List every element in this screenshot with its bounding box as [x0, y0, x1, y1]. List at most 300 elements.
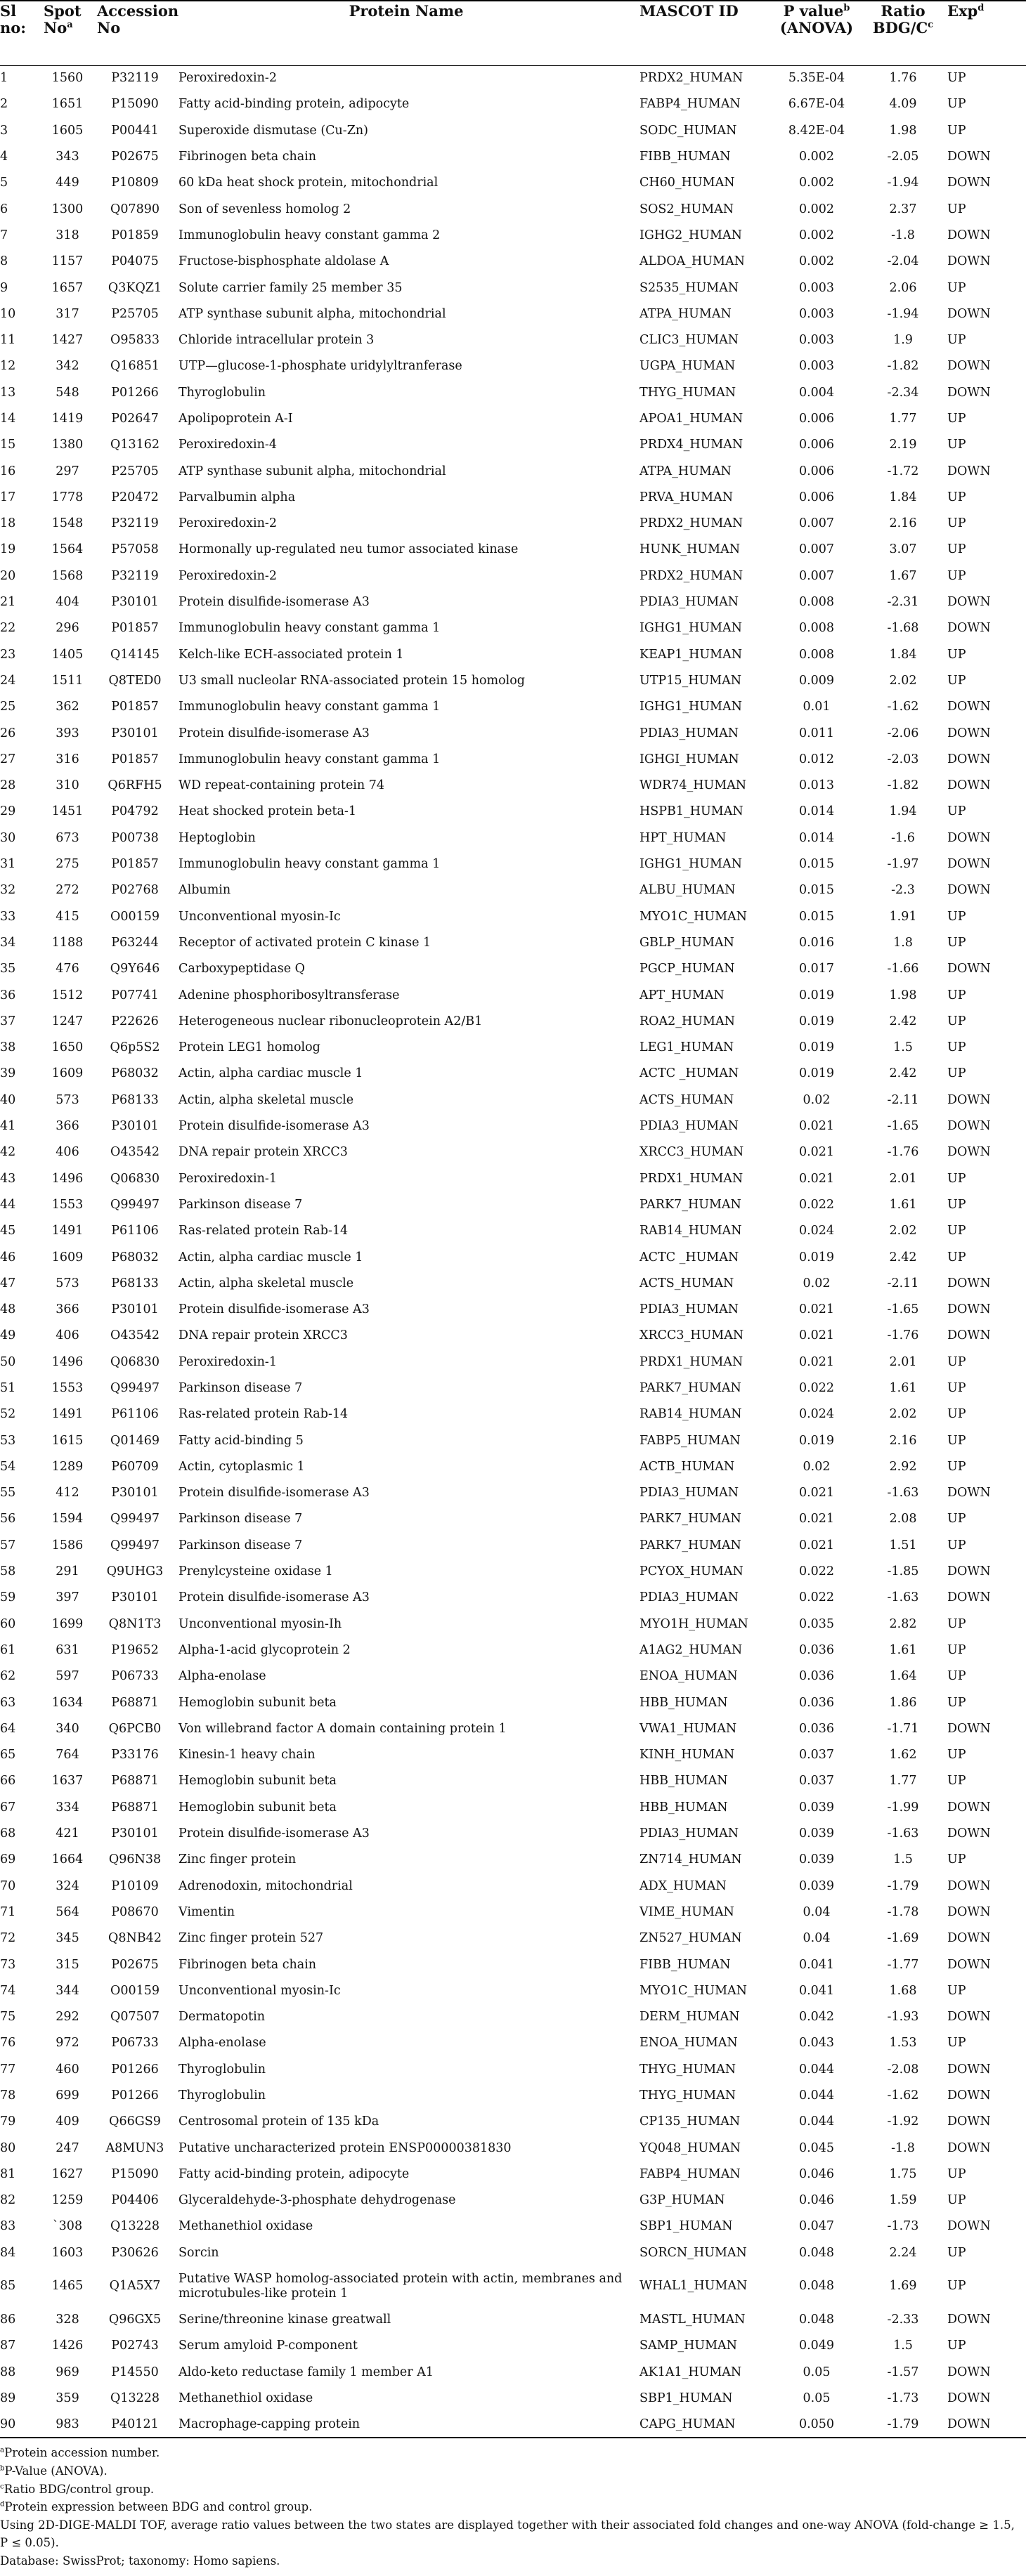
cell-ratio: 2.42 — [889, 1066, 917, 1081]
cell-spot-no: 1451 — [51, 804, 84, 819]
cell-p-value: 0.036 — [798, 1669, 835, 1684]
header-mascot-id: MASCOT ID — [639, 2, 739, 20]
cell-p-value: 0.017 — [798, 962, 835, 976]
cell-protein-name: Receptor of activated protein C kinase 1 — [178, 935, 431, 950]
cell-mascot-id: FIBB_HUMAN — [639, 1957, 731, 1972]
cell-sl-no: 86 — [0, 2313, 16, 2327]
cell-mascot-id: VWA1_HUMAN — [639, 1721, 737, 1736]
cell-p-value: 0.021 — [798, 1538, 835, 1552]
cell-p-value: 0.007 — [798, 568, 835, 583]
cell-p-value: 0.002 — [798, 228, 835, 242]
cell-spot-no: 1496 — [51, 1354, 84, 1369]
cell-protein-name: Kelch-like ECH-associated protein 1 — [178, 647, 404, 662]
cell-spot-no: 345 — [56, 1931, 79, 1946]
cell-ratio: -2.31 — [887, 595, 919, 610]
cell-spot-no: 247 — [56, 2140, 79, 2155]
cell-p-value: 0.012 — [798, 752, 835, 766]
cell-mascot-id: WDR74_HUMAN — [639, 778, 747, 793]
cell-mascot-id: PRDX4_HUMAN — [639, 438, 743, 452]
cell-expression: UP — [947, 1171, 966, 1186]
cell-sl-no: 11 — [0, 333, 16, 348]
table-row — [0, 1375, 1026, 1401]
cell-p-value: 0.019 — [798, 1066, 835, 1081]
cell-mascot-id: PRDX2_HUMAN — [639, 71, 743, 86]
cell-mascot-id: IGHGI_HUMAN — [639, 752, 739, 766]
cell-spot-no: 1664 — [51, 1852, 84, 1867]
cell-protein-name: Immunoglobulin heavy constant gamma 1 — [178, 621, 441, 636]
cell-mascot-id: XRCC3_HUMAN — [639, 1328, 744, 1343]
cell-protein-name: Peroxiredoxin-2 — [178, 516, 277, 531]
cell-mascot-id: DERM_HUMAN — [639, 2010, 740, 2025]
cell-sl-no: 46 — [0, 1250, 16, 1264]
cell-p-value: 0.048 — [798, 2245, 835, 2260]
cell-sl-no: 2 — [0, 97, 8, 112]
cell-p-value: 0.04 — [803, 1904, 831, 1919]
cell-sl-no: 88 — [0, 2365, 16, 2379]
cell-spot-no: 317 — [56, 306, 79, 321]
cell-spot-no: 359 — [56, 2391, 79, 2405]
cell-ratio: 2.02 — [889, 673, 917, 688]
cell-accession: Q07890 — [110, 202, 160, 216]
cell-sl-no: 35 — [0, 962, 16, 976]
table-row — [0, 1192, 1026, 1218]
cell-spot-no: 1247 — [51, 1014, 84, 1028]
footnote — [0, 2498, 1026, 2516]
cell-expression: UP — [947, 1380, 966, 1395]
cell-sl-no: 45 — [0, 1224, 16, 1238]
cell-accession: Q6RFH5 — [108, 778, 162, 793]
cell-mascot-id: PDIA3_HUMAN — [639, 1590, 739, 1605]
cell-spot-no: 1405 — [51, 647, 84, 662]
cell-accession: P63244 — [111, 935, 159, 950]
cell-sl-no: 71 — [0, 1904, 16, 1919]
table-row — [0, 144, 1026, 170]
table-row — [0, 1035, 1026, 1061]
cell-mascot-id: CP135_HUMAN — [639, 2114, 741, 2129]
cell-ratio: 1.61 — [889, 1197, 917, 1212]
table-row — [0, 1349, 1026, 1375]
cell-ratio: 1.53 — [889, 2036, 917, 2051]
table-row — [0, 118, 1026, 144]
cell-expression: UP — [947, 1224, 966, 1238]
cell-mascot-id: PDIA3_HUMAN — [639, 1302, 739, 1317]
cell-protein-name: Serum amyloid P-component — [178, 2339, 358, 2353]
cell-expression: UP — [947, 490, 966, 504]
cell-ratio: 1.62 — [889, 1748, 917, 1763]
table-row — [0, 1847, 1026, 1873]
table-row — [0, 1585, 1026, 1611]
cell-p-value: 0.041 — [798, 1957, 835, 1972]
table-row — [0, 1401, 1026, 1427]
cell-protein-name: Aldo-keto reductase family 1 member A1 — [178, 2365, 434, 2379]
cell-protein-name: Macrophage-capping protein — [178, 2417, 361, 2431]
cell-sl-no: 6 — [0, 202, 8, 216]
cell-ratio: -1.69 — [887, 1931, 919, 1946]
cell-sl-no: 7 — [0, 228, 8, 242]
cell-expression: UP — [947, 1512, 966, 1526]
cell-sl-no: 85 — [0, 2279, 16, 2294]
cell-ratio: -1.71 — [887, 1721, 919, 1736]
cell-expression: DOWN — [947, 1904, 991, 1919]
cell-p-value: 0.016 — [798, 935, 835, 950]
cell-accession: P14550 — [111, 2365, 159, 2379]
table-row — [0, 589, 1026, 615]
table-row — [0, 2162, 1026, 2188]
header-expression: Exp$^d$ — [947, 2, 985, 20]
cell-mascot-id: FIBB_HUMAN — [639, 150, 731, 164]
table-row — [0, 1139, 1026, 1165]
cell-p-value: 0.037 — [798, 1748, 835, 1763]
cell-expression: DOWN — [947, 752, 991, 766]
cell-expression: UP — [947, 935, 966, 950]
cell-expression: DOWN — [947, 176, 991, 190]
cell-spot-no: 1427 — [51, 333, 84, 348]
cell-expression: DOWN — [947, 2365, 991, 2379]
cell-expression: UP — [947, 2166, 966, 2181]
cell-sl-no: 47 — [0, 1276, 16, 1290]
cell-accession: O43542 — [110, 1328, 160, 1343]
table-row — [0, 1768, 1026, 1794]
cell-accession: P68871 — [111, 1695, 159, 1710]
cell-mascot-id: PGCP_HUMAN — [639, 962, 735, 976]
cell-mascot-id: FABP5_HUMAN — [639, 1433, 741, 1448]
cell-sl-no: 53 — [0, 1433, 16, 1448]
cell-sl-no: 19 — [0, 542, 16, 557]
cell-accession: Q14145 — [110, 647, 160, 662]
cell-spot-no: 1419 — [51, 412, 84, 426]
cell-mascot-id: ENOA_HUMAN — [639, 2036, 738, 2051]
table-row — [0, 65, 1026, 91]
cell-spot-no: 296 — [56, 621, 79, 636]
cell-accession: P30101 — [111, 726, 159, 740]
cell-ratio: 2.01 — [889, 1171, 917, 1186]
cell-sl-no: 74 — [0, 1983, 16, 1998]
cell-accession: P01266 — [111, 385, 159, 400]
cell-ratio: 2.06 — [889, 280, 917, 295]
cell-expression: UP — [947, 1669, 966, 1684]
cell-spot-no: 1300 — [51, 202, 84, 216]
cell-accession: P30101 — [111, 595, 159, 610]
cell-p-value: 0.008 — [798, 595, 835, 610]
cell-sl-no: 87 — [0, 2339, 16, 2353]
cell-ratio: 1.5 — [893, 1852, 913, 1867]
cell-p-value: 0.044 — [798, 2062, 835, 2077]
cell-accession: P30101 — [111, 1119, 159, 1134]
cell-expression: UP — [947, 2339, 966, 2353]
cell-sl-no: 76 — [0, 2036, 16, 2051]
cell-protein-name: Hemoglobin subunit beta — [178, 1800, 337, 1815]
table-row — [0, 1427, 1026, 1453]
table-row — [0, 485, 1026, 511]
cell-ratio: 2.02 — [889, 1224, 917, 1238]
cell-accession: Q99497 — [110, 1512, 160, 1526]
cell-protein-name: Fatty acid-binding protein, adipocyte — [178, 2166, 410, 2181]
cell-mascot-id: GBLP_HUMAN — [639, 935, 734, 950]
cell-protein-name: ATP synthase subunit alpha, mitochondrial — [178, 306, 446, 321]
cell-ratio: 2.02 — [889, 1407, 917, 1422]
cell-spot-no: 291 — [56, 1564, 79, 1579]
cell-p-value: 0.044 — [798, 2114, 835, 2129]
cell-mascot-id: SODC_HUMAN — [639, 123, 737, 138]
cell-ratio: 2.92 — [889, 1459, 917, 1474]
table-row — [0, 2109, 1026, 2135]
cell-expression: DOWN — [947, 2219, 991, 2234]
cell-ratio: -1.65 — [887, 1302, 919, 1317]
cell-ratio: -1.63 — [887, 1486, 919, 1501]
cell-expression: UP — [947, 1407, 966, 1422]
cell-protein-name: Actin, alpha cardiac muscle 1 — [178, 1066, 363, 1081]
cell-expression: DOWN — [947, 2010, 991, 2025]
cell-p-value: 0.008 — [798, 647, 835, 662]
cell-spot-no: 343 — [56, 150, 79, 164]
cell-ratio: 2.82 — [889, 1616, 917, 1631]
header-spot-no: Spot No$^a$ — [44, 2, 82, 37]
cell-spot-no: 334 — [56, 1800, 79, 1815]
cell-p-value: 0.015 — [798, 857, 835, 872]
cell-mascot-id: ACTB_HUMAN — [639, 1459, 735, 1474]
cell-protein-name: Fructose-bisphosphate aldolase A — [178, 254, 389, 269]
cell-expression: DOWN — [947, 726, 991, 740]
cell-p-value: 0.022 — [798, 1590, 835, 1605]
cell-sl-no: 77 — [0, 2062, 16, 2077]
cell-ratio: -2.04 — [887, 254, 919, 269]
table-row — [0, 877, 1026, 903]
cell-mascot-id: THYG_HUMAN — [639, 2062, 736, 2077]
cell-protein-name: Fibrinogen beta chain — [178, 1957, 317, 1972]
cell-mascot-id: SBP1_HUMAN — [639, 2219, 733, 2234]
table-row — [0, 2214, 1026, 2240]
cell-sl-no: 56 — [0, 1512, 16, 1526]
cell-sl-no: 17 — [0, 490, 16, 504]
cell-sl-no: 32 — [0, 883, 16, 898]
cell-protein-name: Ras-related protein Rab-14 — [178, 1224, 349, 1238]
cell-p-value: 0.043 — [798, 2036, 835, 2051]
cell-spot-no: 564 — [56, 1904, 79, 1919]
cell-p-value: 0.021 — [798, 1486, 835, 1501]
table-row — [0, 91, 1026, 117]
cell-ratio: 2.19 — [889, 438, 917, 452]
header-ratio: Ratio BDG/$C^c$ — [872, 2, 934, 37]
cell-accession: P68871 — [111, 1800, 159, 1815]
cell-accession: Q07507 — [110, 2010, 160, 2025]
cell-protein-name: Parkinson disease 7 — [178, 1197, 303, 1212]
cell-p-value: 0.003 — [798, 280, 835, 295]
cell-accession: P32119 — [111, 71, 159, 86]
cell-sl-no: 68 — [0, 1826, 16, 1841]
cell-expression: DOWN — [947, 621, 991, 636]
cell-p-value: 0.019 — [798, 1433, 835, 1448]
cell-ratio: 1.9 — [893, 333, 913, 348]
cell-mascot-id: ZN527_HUMAN — [639, 1931, 742, 1946]
cell-expression: UP — [947, 1616, 966, 1631]
cell-mascot-id: PDIA3_HUMAN — [639, 1119, 739, 1134]
cell-ratio: -1.73 — [887, 2219, 919, 2234]
cell-spot-no: 415 — [56, 909, 79, 924]
table-row — [0, 1689, 1026, 1715]
cell-sl-no: 43 — [0, 1171, 16, 1186]
cell-protein-name: Prenylcysteine oxidase 1 — [178, 1564, 333, 1579]
cell-sl-no: 57 — [0, 1538, 16, 1552]
cell-expression: UP — [947, 202, 966, 216]
cell-p-value: 0.045 — [798, 2140, 835, 2155]
cell-p-value: 0.042 — [798, 2010, 835, 2025]
cell-protein-name: Immunoglobulin heavy constant gamma 2 — [178, 228, 441, 242]
cell-sl-no: 73 — [0, 1957, 16, 1972]
cell-accession: P61106 — [111, 1224, 159, 1238]
cell-ratio: -1.8 — [891, 228, 915, 242]
footnote — [0, 2462, 1026, 2480]
cell-ratio: 1.91 — [889, 909, 917, 924]
table-row — [0, 1663, 1026, 1689]
cell-spot-no: 362 — [56, 700, 79, 714]
table-row — [0, 170, 1026, 196]
cell-mascot-id: ENOA_HUMAN — [639, 1669, 738, 1684]
cell-accession: Q99497 — [110, 1380, 160, 1395]
cell-protein-name: Glyceraldehyde-3-phosphate dehydrogenase — [178, 2193, 456, 2208]
cell-p-value: 0.003 — [798, 359, 835, 374]
cell-p-value: 0.039 — [798, 1852, 835, 1867]
cell-protein-name: ATP synthase subunit alpha, mitochondrial — [178, 464, 446, 478]
cell-p-value: 0.022 — [798, 1564, 835, 1579]
cell-ratio: 1.51 — [889, 1538, 917, 1552]
cell-expression: DOWN — [947, 1800, 991, 1815]
table-row — [0, 799, 1026, 825]
cell-spot-no: 1627 — [51, 2166, 84, 2181]
cell-mascot-id: FABP4_HUMAN — [639, 97, 741, 112]
cell-protein-name: Hormonally up-regulated neu tumor associated kinase — [178, 542, 519, 557]
cell-spot-no: 1634 — [51, 1695, 84, 1710]
cell-sl-no: 55 — [0, 1486, 16, 1501]
cell-protein-name: Adenine phosphoribosyltransferase — [178, 988, 400, 1002]
table-row — [0, 327, 1026, 353]
cell-protein-name: Protein disulfide-isomerase A3 — [178, 1826, 370, 1841]
cell-p-value: 8.42E-04 — [788, 123, 845, 138]
table-row — [0, 249, 1026, 275]
cell-expression: DOWN — [947, 1590, 991, 1605]
cell-accession: O00159 — [110, 909, 160, 924]
cell-accession: P01857 — [111, 752, 159, 766]
cell-spot-no: 1259 — [51, 2193, 84, 2208]
cell-accession: P08670 — [111, 1904, 159, 1919]
cell-mascot-id: UTP15_HUMAN — [639, 673, 742, 688]
cell-ratio: 2.01 — [889, 1354, 917, 1369]
cell-mascot-id: SORCN_HUMAN — [639, 2245, 747, 2260]
cell-accession: P01859 — [111, 228, 159, 242]
cell-ratio: -2.34 — [887, 385, 919, 400]
table-row — [0, 1009, 1026, 1035]
cell-expression: DOWN — [947, 1957, 991, 1972]
cell-spot-no: 366 — [56, 1302, 79, 1317]
footnote-marker: b — [0, 2464, 5, 2473]
cell-mascot-id: PRDX1_HUMAN — [639, 1171, 743, 1186]
cell-spot-no: 1157 — [51, 254, 84, 269]
table-row — [0, 747, 1026, 773]
cell-expression: DOWN — [947, 595, 991, 610]
cell-expression: UP — [947, 673, 966, 688]
cell-spot-no: 1380 — [51, 438, 84, 452]
cell-expression: UP — [947, 804, 966, 819]
cell-spot-no: 1426 — [51, 2339, 84, 2353]
cell-sl-no: 78 — [0, 2088, 16, 2103]
cell-sl-no: 1 — [0, 71, 8, 86]
header-p-value: P value$^b$ (ANOVA) — [779, 2, 854, 37]
cell-protein-name: Protein disulfide-isomerase A3 — [178, 726, 370, 740]
cell-mascot-id: LEG1_HUMAN — [639, 1040, 734, 1055]
table-row — [0, 432, 1026, 458]
cell-mascot-id: WHAL1_HUMAN — [639, 2279, 748, 2294]
cell-accession: P68133 — [111, 1092, 159, 1107]
table-row — [0, 1821, 1026, 1847]
cell-mascot-id: UGPA_HUMAN — [639, 359, 736, 374]
cell-expression: DOWN — [947, 1878, 991, 1893]
cell-spot-no: 673 — [56, 830, 79, 845]
cell-p-value: 0.002 — [798, 202, 835, 216]
cell-spot-no: 972 — [56, 2036, 79, 2051]
table-row — [0, 615, 1026, 641]
cell-ratio: 3.07 — [889, 542, 917, 557]
table-row — [0, 1926, 1026, 1951]
cell-p-value: 0.015 — [798, 909, 835, 924]
cell-accession: Q06830 — [110, 1171, 160, 1186]
cell-ratio: 1.8 — [893, 935, 913, 950]
cell-expression: UP — [947, 647, 966, 662]
cell-expression: UP — [947, 2245, 966, 2260]
cell-accession: P60709 — [111, 1459, 159, 1474]
cell-accession: P06733 — [111, 1669, 159, 1684]
table-row — [0, 1742, 1026, 1768]
cell-accession: P02743 — [111, 2339, 159, 2353]
cell-p-value: 0.007 — [798, 542, 835, 557]
cell-protein-name: Dermatopotin — [178, 2010, 265, 2025]
cell-expression: UP — [947, 516, 966, 531]
cell-sl-no: 60 — [0, 1616, 16, 1631]
cell-protein-name: Actin, cytoplasmic 1 — [178, 1459, 305, 1474]
cell-p-value: 0.019 — [798, 1040, 835, 1055]
cell-protein-name: Protein LEG1 homolog — [178, 1040, 320, 1055]
cell-ratio: 1.5 — [893, 1040, 913, 1055]
table-row — [0, 1454, 1026, 1480]
table-row — [0, 1506, 1026, 1532]
cell-protein-name: Centrosomal protein of 135 kDa — [178, 2114, 379, 2129]
cell-spot-no: 631 — [56, 1642, 79, 1657]
cell-ratio: 1.84 — [889, 647, 917, 662]
cell-sl-no: 90 — [0, 2417, 16, 2431]
cell-spot-no: 1564 — [51, 542, 84, 557]
cell-spot-no: 476 — [56, 962, 79, 976]
cell-protein-name: Parkinson disease 7 — [178, 1512, 303, 1526]
cell-mascot-id: CH60_HUMAN — [639, 176, 735, 190]
table-row — [0, 563, 1026, 589]
cell-sl-no: 16 — [0, 464, 16, 478]
cell-p-value: 0.022 — [798, 1197, 835, 1212]
cell-mascot-id: ROA2_HUMAN — [639, 1014, 735, 1028]
cell-spot-no: 342 — [56, 359, 79, 374]
cell-ratio: 1.68 — [889, 1983, 917, 1998]
cell-expression: DOWN — [947, 228, 991, 242]
table-row — [0, 1611, 1026, 1637]
header-sl-no: Sl no: — [0, 2, 27, 37]
cell-expression: DOWN — [947, 2313, 991, 2327]
cell-sl-no: 49 — [0, 1328, 16, 1343]
cell-protein-name: Actin, alpha skeletal muscle — [178, 1092, 354, 1107]
cell-accession: Q8TED0 — [108, 673, 162, 688]
table-row — [0, 2412, 1026, 2438]
table-row — [0, 2030, 1026, 2056]
cell-spot-no: 1594 — [51, 1512, 84, 1526]
cell-p-value: 0.039 — [798, 1826, 835, 1841]
cell-accession: Q06830 — [110, 1354, 160, 1369]
cell-expression: DOWN — [947, 385, 991, 400]
